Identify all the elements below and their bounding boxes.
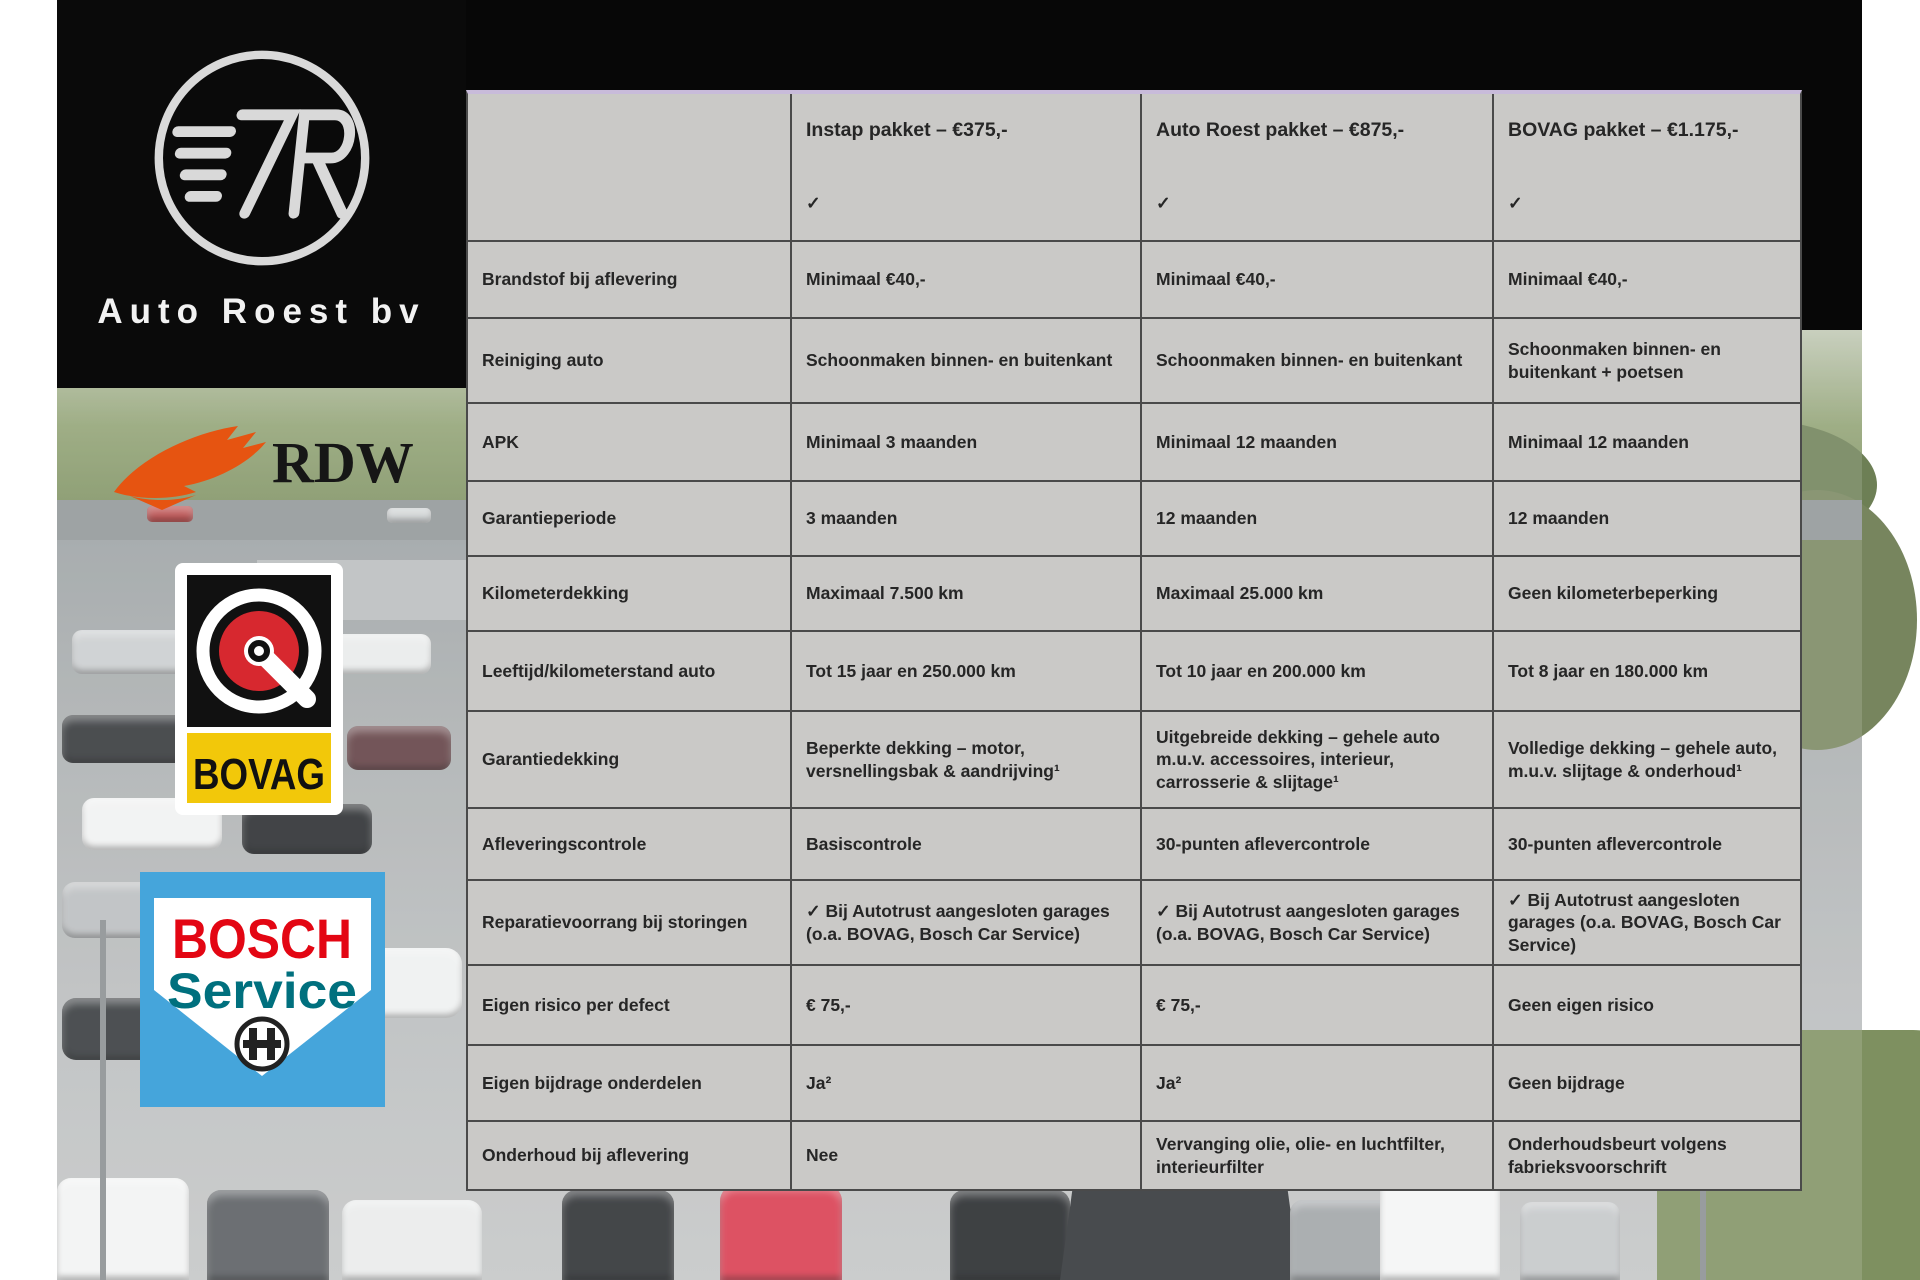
table-cell: 12 maanden — [1492, 482, 1800, 555]
package-column-header-bovag: BOVAG pakket – €1.175,- — [1492, 94, 1800, 167]
row-label: Reiniging auto — [482, 350, 604, 371]
table-row — [468, 630, 1800, 710]
table-cell: Volledige dekking – gehele auto, m.u.v. slijtage & onderhoud¹ — [1492, 712, 1800, 807]
packages-table — [466, 90, 1802, 1191]
table-cell: Geen kilometerbeperking — [1492, 557, 1800, 630]
table-cell: Ja² — [790, 1046, 1140, 1120]
bosch-service-logo — [140, 872, 385, 1107]
table-body — [468, 167, 1800, 1189]
package-included-row — [468, 167, 1800, 240]
rdw-logo — [100, 418, 420, 518]
table-cell: ✓ Bij Autotrust aangesloten garages (o.a. BOVAG, Bosch Car Service) — [790, 881, 1140, 964]
bovag-disc-icon — [187, 575, 331, 727]
table-cell: ✓ Bij Autotrust aangesloten garages (o.a. BOVAG, Bosch Car Service) — [1140, 881, 1492, 964]
table-header-row — [468, 94, 1800, 167]
table-cell: Minimaal €40,- — [1140, 242, 1492, 317]
table-cell: Tot 15 jaar en 250.000 km — [790, 632, 1140, 710]
row-label: Garantiedekking — [482, 749, 620, 770]
row-label: Reparatievoorrang bij storingen — [482, 912, 748, 933]
bovag-logo — [175, 563, 343, 815]
table-cell: Nee — [790, 1122, 1140, 1189]
table-cell: Ja² — [1140, 1046, 1492, 1120]
included-checkmark-cell: ✓ — [1140, 167, 1492, 240]
row-label: Eigen risico per defect — [482, 994, 670, 1015]
table-cell: € 75,- — [790, 966, 1140, 1044]
table-row — [468, 240, 1800, 317]
table-cell: Beperkte dekking – motor, versnellingsbak & aandrijving¹ — [790, 712, 1140, 807]
table-cell: Onderhoudsbeurt volgens fabrieksvoorschrift — [1492, 1122, 1800, 1189]
table-cell: Minimaal 3 maanden — [790, 404, 1140, 480]
included-checkmark-cell: ✓ — [1492, 167, 1800, 240]
table-cell: Schoonmaken binnen- en buitenkant + poetsen — [1492, 319, 1800, 402]
table-row — [468, 555, 1800, 630]
table-cell: 12 maanden — [1140, 482, 1492, 555]
table-cell: 3 maanden — [790, 482, 1140, 555]
auto-roest-monogram-icon — [142, 38, 382, 278]
auto-roest-logo-box — [57, 0, 466, 388]
table-cell: Tot 10 jaar en 200.000 km — [1140, 632, 1492, 710]
package-column-header-instap: Instap pakket – €375,- — [790, 94, 1140, 167]
row-label: Brandstof bij aflevering — [482, 269, 678, 290]
table-cell: Maximaal 7.500 km — [790, 557, 1140, 630]
rdw-text: RDW — [272, 430, 414, 495]
row-label: Garantieperiode — [482, 508, 617, 529]
table-cell: Vervanging olie, olie- en luchtfilter, interieurfilter — [1140, 1122, 1492, 1189]
row-label: Onderhoud bij aflevering — [482, 1145, 690, 1166]
table-cell: Tot 8 jaar en 180.000 km — [1492, 632, 1800, 710]
table-cell: 30-punten aflevercontrole — [1492, 809, 1800, 879]
table-cell: Minimaal 12 maanden — [1140, 404, 1492, 480]
table-row — [468, 1044, 1800, 1120]
table-cell: Geen eigen risico — [1492, 966, 1800, 1044]
table-cell: Minimaal €40,- — [1492, 242, 1800, 317]
table-cell: ✓ Bij Autotrust aangesloten garages (o.a. BOVAG, Bosch Car Service) — [1492, 881, 1800, 964]
table-cell: Geen bijdrage — [1492, 1046, 1800, 1120]
bosch-service-text: Service — [167, 963, 357, 1019]
rdw-wing-icon — [114, 426, 266, 510]
table-row — [468, 402, 1800, 480]
header-blank-cell — [468, 94, 790, 167]
bosch-text: BOSCH — [172, 907, 352, 970]
table-cell: Maximaal 25.000 km — [1140, 557, 1492, 630]
bosch-anchor-icon — [237, 1019, 287, 1069]
row-label: Afleveringscontrole — [482, 833, 647, 854]
company-name: Auto Roest bv — [97, 292, 426, 331]
table-row — [468, 807, 1800, 879]
table-row — [468, 710, 1800, 807]
row-label: APK — [482, 431, 519, 452]
package-column-header-auto-roest: Auto Roest pakket – €875,- — [1140, 94, 1492, 167]
table-cell: Basiscontrole — [790, 809, 1140, 879]
table-row — [468, 1120, 1800, 1189]
row-label: Eigen bijdrage onderdelen — [482, 1072, 702, 1093]
table-row — [468, 317, 1800, 402]
included-checkmark-cell: ✓ — [790, 167, 1140, 240]
table-row — [468, 480, 1800, 555]
table-cell: € 75,- — [1140, 966, 1492, 1044]
row-label: Kilometerdekking — [482, 583, 629, 604]
table-row — [468, 964, 1800, 1044]
table-cell: 30-punten aflevercontrole — [1140, 809, 1492, 879]
table-row — [468, 879, 1800, 964]
row-label — [468, 167, 790, 240]
bovag-text: BOVAG — [193, 750, 325, 799]
row-label: Leeftijd/kilometerstand auto — [482, 660, 716, 681]
table-cell: Minimaal €40,- — [790, 242, 1140, 317]
table-cell: Uitgebreide dekking – gehele auto m.u.v. accessoires, interieur, carrosserie & slijtage¹ — [1140, 712, 1492, 807]
table-cell: Schoonmaken binnen- en buitenkant — [790, 319, 1140, 402]
table-cell: Minimaal 12 maanden — [1492, 404, 1800, 480]
table-cell: Schoonmaken binnen- en buitenkant — [1140, 319, 1492, 402]
